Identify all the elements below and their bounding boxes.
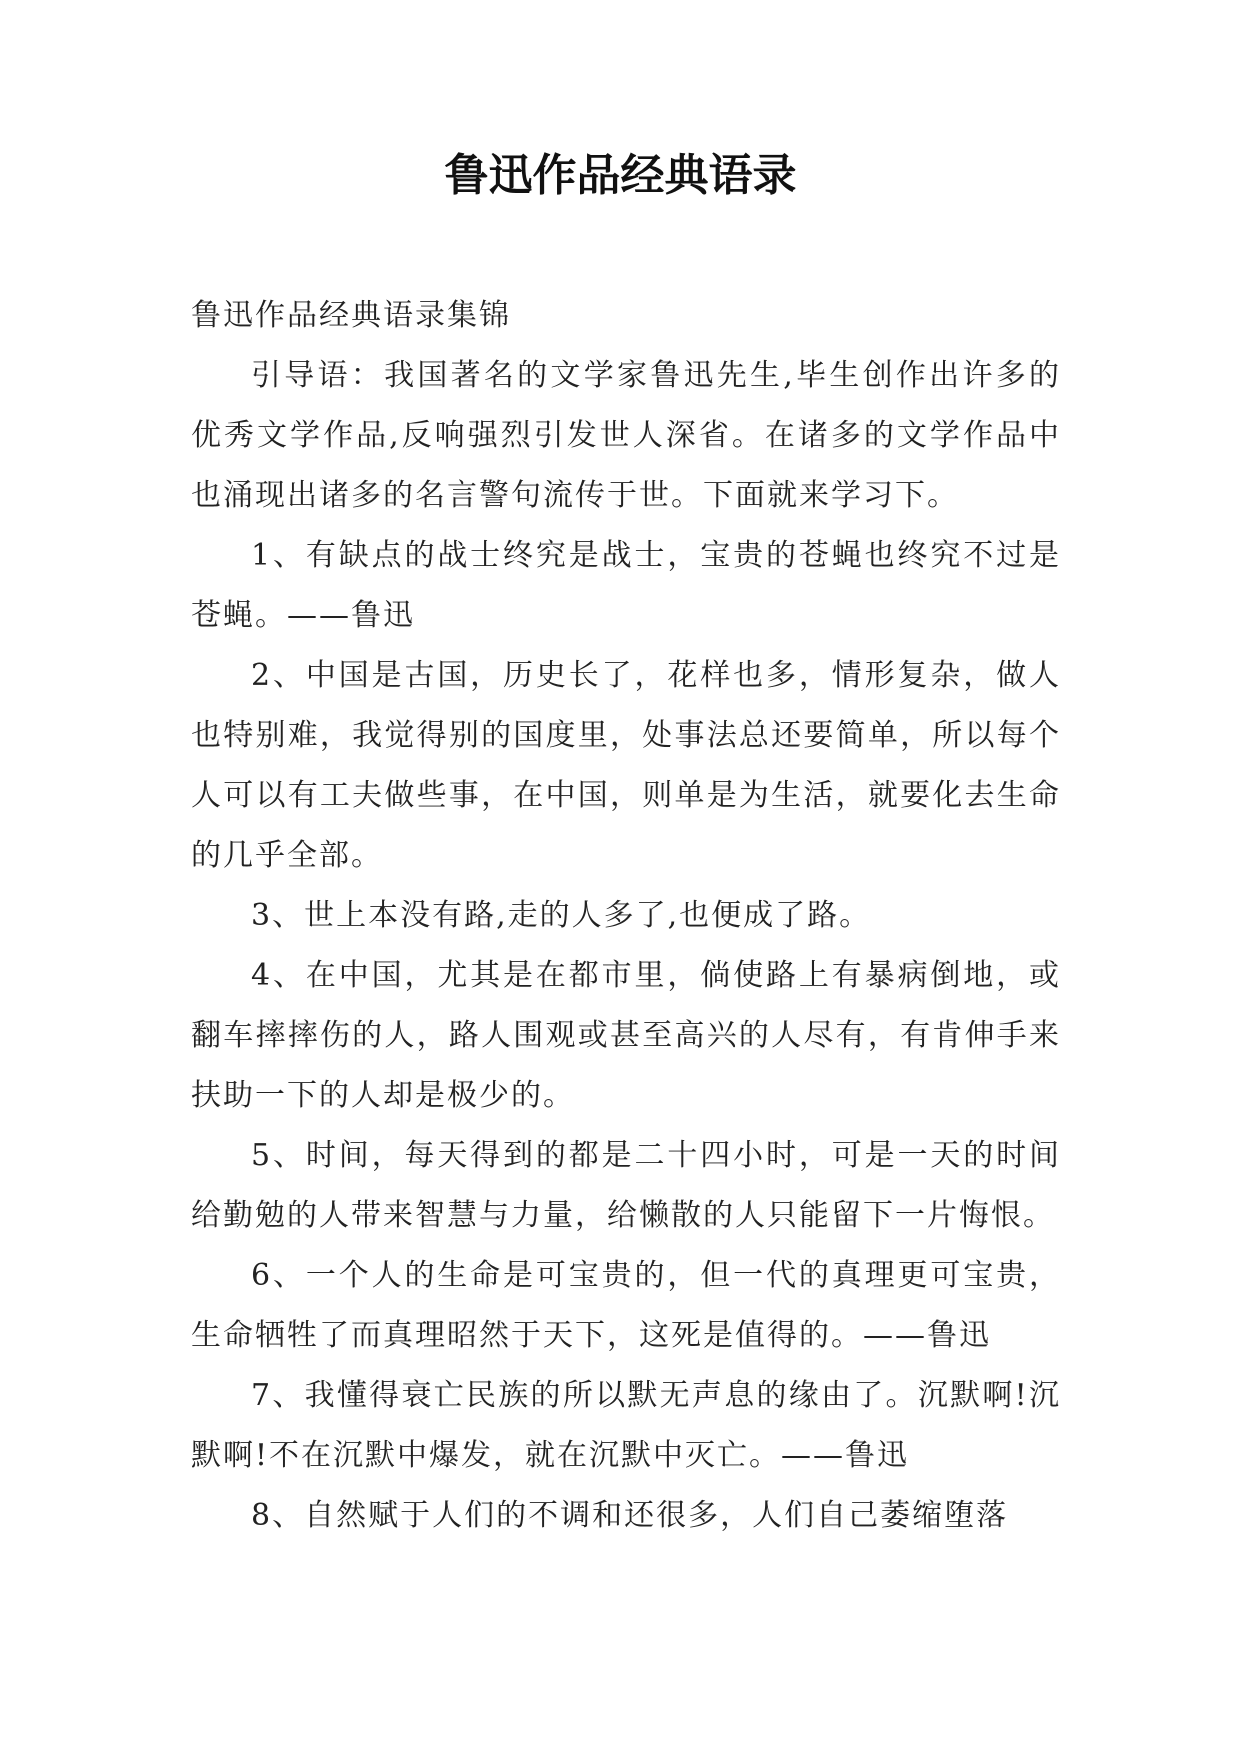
quote-paragraph: 3、世上本没有路,走的人多了,也便成了路。 xyxy=(251,898,872,933)
quote-paragraph: 6、一个人的生命是可宝贵的，但一代的真理更可宝贵，生命牺牲了而真理昭然于天下，这死是值得的。——鲁迅 xyxy=(191,1258,1061,1353)
intro-paragraph: 引导语：我国著名的文学家鲁迅先生,毕生创作出许多的优秀文学作品,反响强烈引发世人深省。在诸多的文学作品中也涌现出诸多的名言警句流传于世。下面就来学习下。 xyxy=(191,358,1061,513)
quote-paragraph: 4、在中国，尤其是在都市里，倘使路上有暴病倒地，或翻车摔摔伤的人，路人围观或甚至高兴的人尽有，有肯伸手来扶助一下的人却是极少的。 xyxy=(191,958,1061,1113)
page-title: 鲁迅作品经典语录 xyxy=(444,150,797,201)
quote-paragraph: 1、有缺点的战士终究是战士，宝贵的苍蝇也终究不过是苍蝇。——鲁迅 xyxy=(191,538,1061,633)
document-subtitle: 鲁迅作品经典语录集锦 xyxy=(191,298,511,333)
document-body xyxy=(191,286,1061,1546)
quote-paragraph: 5、时间，每天得到的都是二十四小时，可是一天的时间给勤勉的人带来智慧与力量，给懒散的人只能留下一片悔恨。 xyxy=(191,1138,1061,1233)
quote-paragraph: 7、我懂得衰亡民族的所以默无声息的缘由了。沉默啊!沉默啊!不在沉默中爆发，就在沉默中灭亡。——鲁迅 xyxy=(191,1378,1061,1473)
quote-paragraph: 8、自然赋于人们的不调和还很多，人们自己萎缩堕落 xyxy=(251,1498,1009,1533)
quote-paragraph: 2、中国是古国，历史长了，花样也多，情形复杂，做人也特别难，我觉得别的国度里，处事法总还要简单，所以每个人可以有工夫做些事，在中国，则单是为生活，就要化去生命的几乎全部。 xyxy=(191,658,1061,873)
